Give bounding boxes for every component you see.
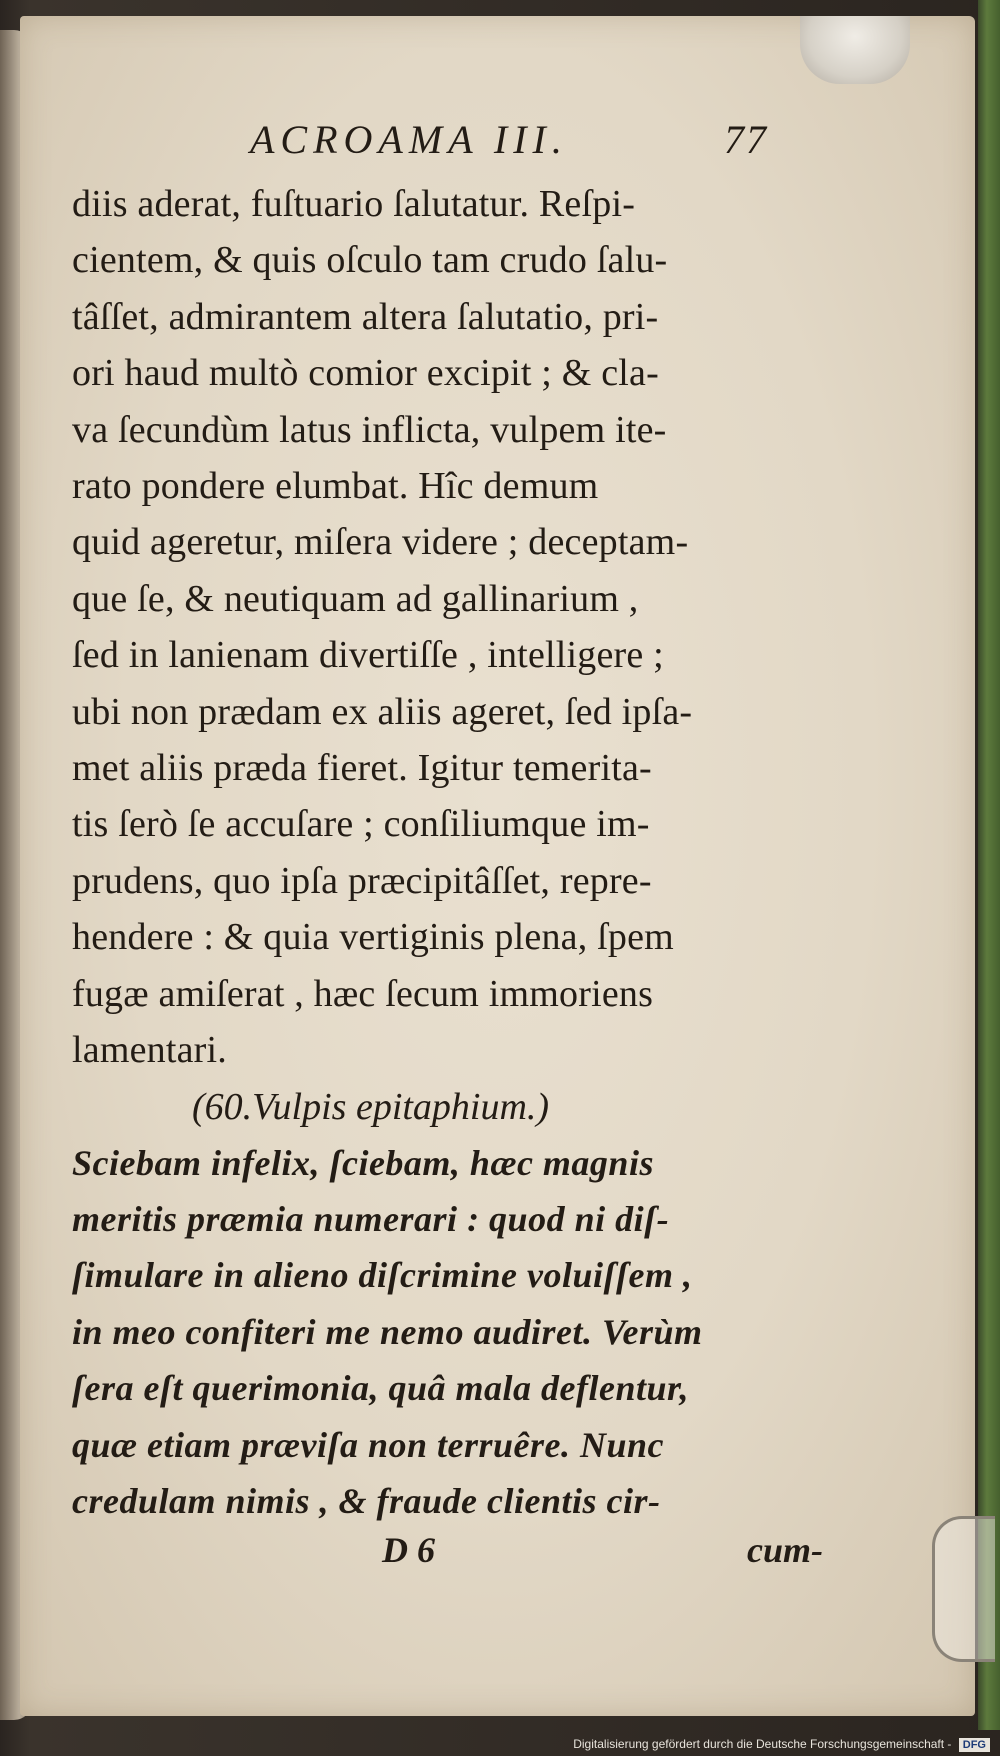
page-clip (800, 16, 910, 84)
text-line: ori haud multò comior excipit ; & cla- (72, 352, 659, 395)
text-line: quid ageretur, miſera videre ; deceptam- (72, 521, 689, 564)
digitization-credit (573, 1737, 990, 1752)
text-line: prudens, quo ipſa præcipitâſſet, repre- (72, 859, 652, 902)
text-line: cientem, & quis oſculo tam crudo ſalu- (72, 239, 668, 282)
dfg-logo-icon: DFG (959, 1738, 990, 1752)
text-line: lamentari. (72, 1029, 227, 1072)
page-clip-bottom (932, 1516, 995, 1662)
page-header (72, 116, 862, 176)
text-line: Sciebam infelix, ſciebam, hæc magnis (72, 1142, 654, 1183)
text-block (72, 116, 862, 1589)
text-line: ubi non prædam ex aliis ageret, ſed ipſa- (72, 690, 693, 733)
text-line: hendere : & quia vertiginis plena, ſpem (72, 916, 674, 959)
book-page (20, 16, 975, 1716)
digitization-text: Digitalisierung gefördert durch die Deutsche Forschungsgemeinschaft - (573, 1737, 952, 1751)
text-line: que ſe, & neutiquam ad gallinarium , (72, 577, 639, 620)
epitaph-paragraph (72, 1135, 862, 1530)
text-line: va ſecundùm latus inflicta, vulpem ite- (72, 408, 667, 451)
text-line: tis ſerò ſe accuſare ; conſiliumque im- (72, 803, 650, 846)
running-head: ACROAMA III. (250, 117, 568, 162)
text-line: ſimulare in alieno diſcrimine voluiſſem , (72, 1255, 693, 1296)
text-line: ſed in lanienam divertiſſe , intelligere ; (72, 634, 664, 677)
section-title: (60.Vulpis epitaphium.) (192, 1085, 550, 1128)
text-line: rato pondere elumbat. Hîc demum (72, 465, 599, 508)
text-line: met aliis præda fieret. Igitur temerita- (72, 747, 652, 790)
signature-mark: D 6 (382, 1530, 435, 1571)
page-number: 77 (724, 117, 768, 162)
text-line: meritis præmia numerari : quod ni diſ- (72, 1198, 670, 1239)
prose-paragraph (72, 176, 862, 1079)
page-footer (72, 1529, 862, 1589)
text-line: diis aderat, fuſtuario ſalutatur. Reſpi- (72, 183, 636, 225)
catchword: cum- (747, 1530, 823, 1571)
text-line: ſera eſt querimonia, quâ mala deflentur, (72, 1368, 690, 1409)
text-line: credulam nimis , & fraude clientis cir- (72, 1480, 661, 1521)
text-line: tâſſet, admirantem altera ſalutatio, pri- (72, 295, 659, 338)
text-line: in meo confiteri me nemo audiret. Verùm (72, 1311, 703, 1352)
book-edge (978, 0, 1000, 1730)
text-line: fugæ amiſerat , hæc ſecum immoriens (72, 972, 654, 1015)
text-line: quæ etiam præviſa non terruêre. Nunc (72, 1424, 665, 1465)
